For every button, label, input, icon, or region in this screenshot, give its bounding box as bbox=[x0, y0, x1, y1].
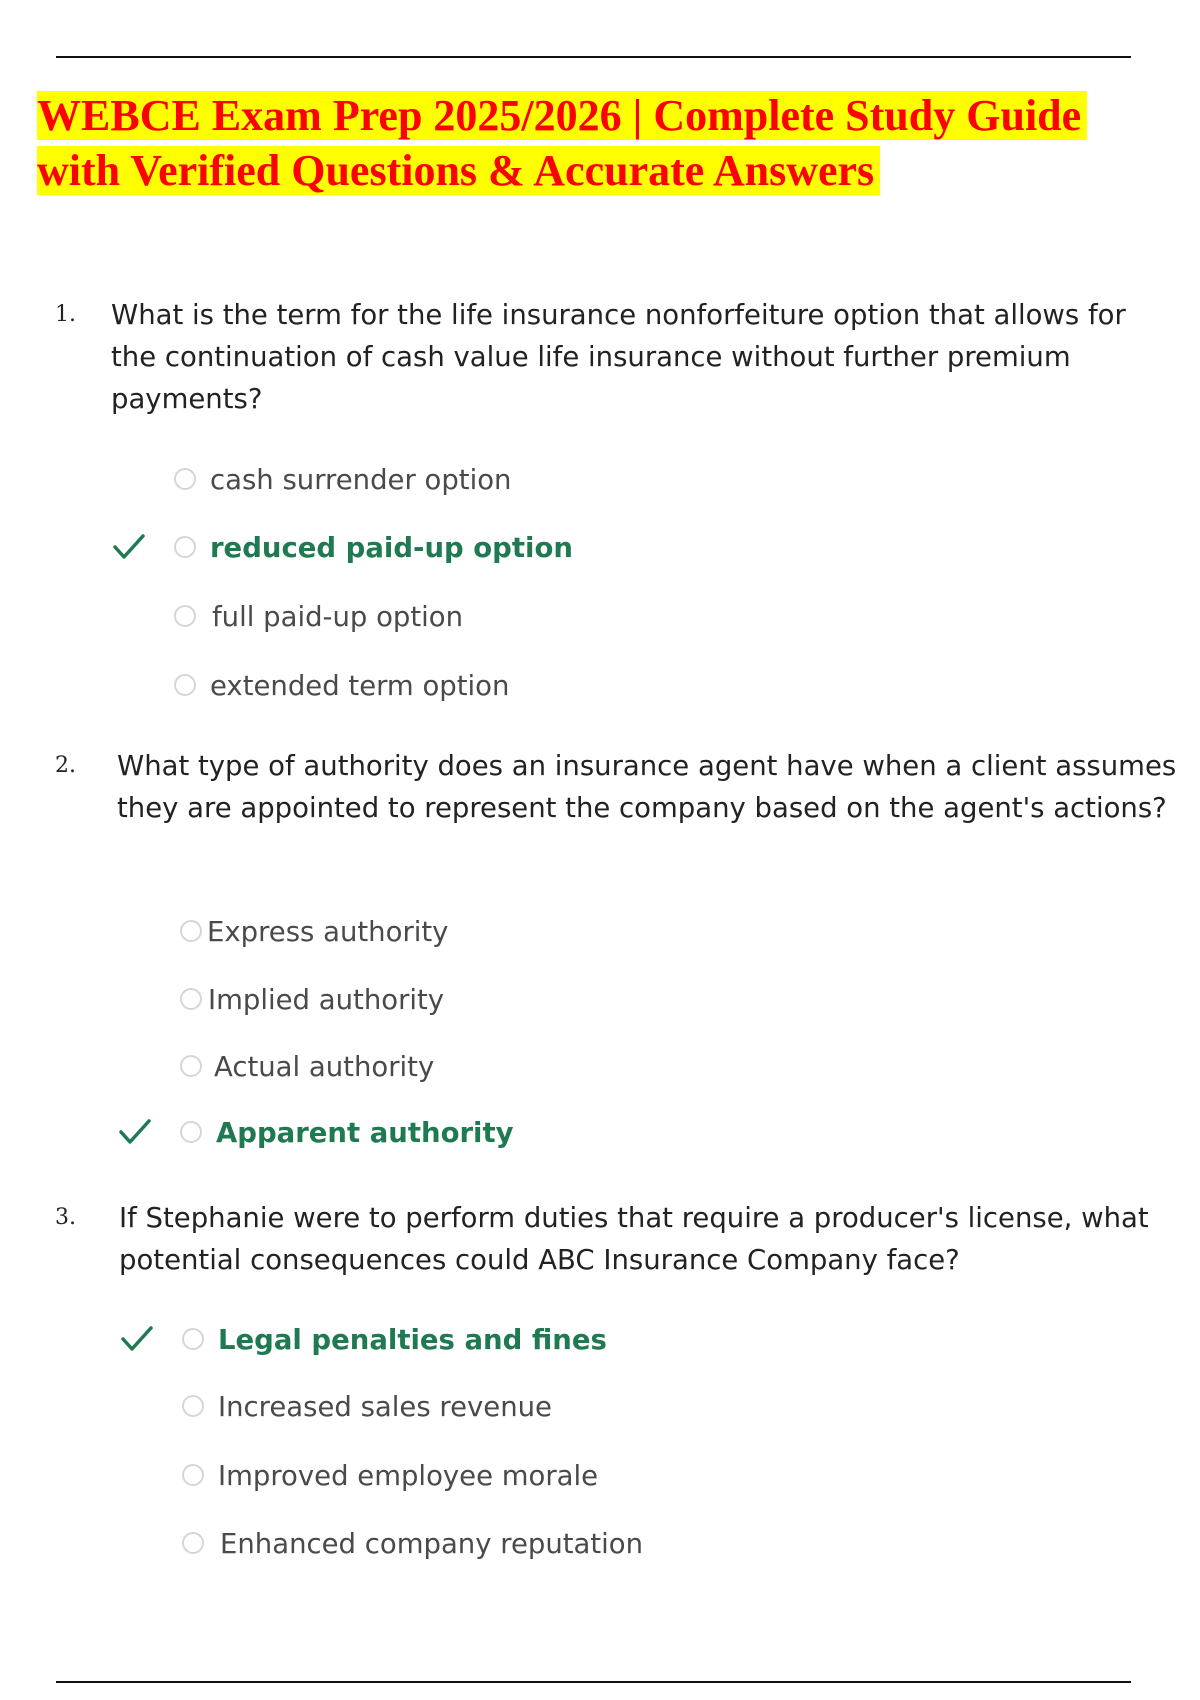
question-number: 2. bbox=[55, 753, 76, 778]
answer-option[interactable] bbox=[0, 912, 1200, 952]
radio-button[interactable] bbox=[180, 1055, 202, 1077]
check-icon bbox=[112, 532, 146, 562]
check-icon bbox=[118, 1117, 152, 1147]
radio-button[interactable] bbox=[180, 988, 202, 1010]
question-text: What is the term for the life insurance nonforfeiture option that allows for the continuation of cash value life insurance without further premium payments? bbox=[111, 299, 1126, 415]
answer-option-correct[interactable] bbox=[0, 528, 1200, 568]
answer-option[interactable] bbox=[0, 1387, 1200, 1427]
option-label: Legal penalties and fines bbox=[218, 1324, 607, 1356]
answer-option-correct[interactable] bbox=[0, 1113, 1200, 1153]
option-label: Apparent authority bbox=[216, 1117, 514, 1149]
radio-button[interactable] bbox=[174, 674, 196, 696]
option-label: Increased sales revenue bbox=[218, 1391, 552, 1423]
option-label: Express authority bbox=[207, 916, 449, 948]
radio-button[interactable] bbox=[182, 1395, 204, 1417]
check-icon bbox=[120, 1324, 154, 1354]
radio-button[interactable] bbox=[182, 1464, 204, 1486]
question-text: If Stephanie were to perform duties that require a producer's license, what potential consequences could ABC Insurance Company face? bbox=[119, 1202, 1149, 1276]
radio-button[interactable] bbox=[174, 536, 196, 558]
title-line-1: WEBCE Exam Prep 2025/2026 | Complete Study Guide bbox=[37, 91, 1087, 140]
document-title bbox=[37, 88, 1187, 198]
bottom-rule bbox=[56, 1681, 1131, 1683]
answer-option[interactable] bbox=[0, 460, 1200, 500]
title-line-2: with Verified Questions & Accurate Answers bbox=[37, 146, 880, 195]
answer-option[interactable] bbox=[0, 980, 1200, 1020]
option-label: Improved employee morale bbox=[218, 1460, 599, 1492]
option-label: cash surrender option bbox=[210, 464, 512, 496]
radio-button[interactable] bbox=[182, 1328, 204, 1350]
answer-option-correct[interactable] bbox=[0, 1320, 1200, 1360]
option-label: extended term option bbox=[210, 670, 510, 702]
question-number: 3. bbox=[55, 1205, 76, 1230]
option-label: full paid-up option bbox=[212, 601, 464, 633]
question-text: What type of authority does an insurance agent have when a client assumes they are appointed to represent the company based on the agent's actions? bbox=[117, 750, 1177, 824]
top-rule bbox=[56, 56, 1131, 58]
radio-button[interactable] bbox=[174, 605, 196, 627]
answer-option[interactable] bbox=[0, 1456, 1200, 1496]
radio-button[interactable] bbox=[182, 1532, 204, 1554]
answer-option[interactable] bbox=[0, 597, 1200, 637]
radio-button[interactable] bbox=[180, 1121, 202, 1143]
answer-option[interactable] bbox=[0, 1524, 1200, 1564]
radio-button[interactable] bbox=[174, 468, 196, 490]
answer-option[interactable] bbox=[0, 1047, 1200, 1087]
option-label: reduced paid-up option bbox=[210, 532, 573, 564]
question-number: 1. bbox=[55, 302, 76, 327]
answer-option[interactable] bbox=[0, 666, 1200, 706]
option-label: Actual authority bbox=[214, 1051, 435, 1083]
radio-button[interactable] bbox=[180, 920, 202, 942]
option-label: Enhanced company reputation bbox=[220, 1528, 644, 1560]
option-label: Implied authority bbox=[208, 984, 445, 1016]
